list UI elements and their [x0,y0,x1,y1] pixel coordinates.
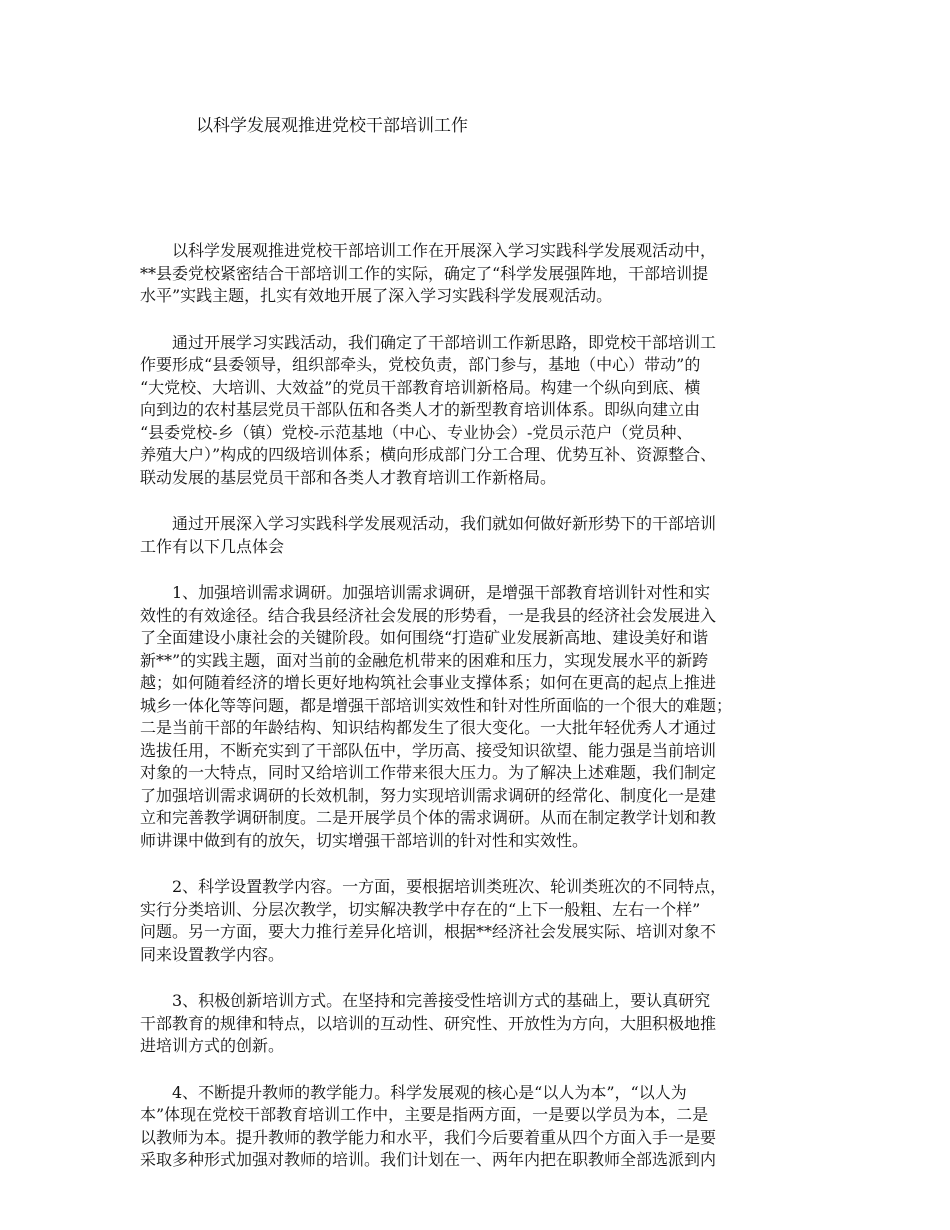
text-line: 问题。另一方面，要大力推行差异化培训，根据**经济社会发展实际、培训对象不 [140,922,717,941]
paragraph-intro [140,240,830,308]
text-line: 选拔任用，不断充实到了干部队伍中，学历高、接受知识欲望、能力强是当前培训 [140,740,717,760]
paragraph-point-3 [140,990,830,1058]
text-line: 城乡一体化等等问题，都是增强干部培训实效性和针对性所面临的一个很大的难题； [140,695,733,715]
text-line: 本”体现在党校干部教育培训工作中，主要是指两方面，一是要以学员为本，二是 [140,1105,709,1124]
text-line: 效性的有效途径。结合我县经济社会发展的形势看，一是我县的经济社会发展进入 [140,605,717,625]
text-line: 新**”的实践主题，面对当前的金融危机带来的困难和压力，实现发展水平的新跨 [140,650,709,670]
paragraph-experience-intro [140,513,830,558]
text-line: 联动发展的基层党员干部和各类人才教育培训工作新格局。 [140,467,557,487]
text-line: 对象的一大特点，同时又给培训工作带来很大压力。为了解决上述难题，我们制定 [140,763,717,782]
text-line: 水平”实践主题，扎实有效地开展了深入学习实践科学发展观活动。 [140,286,613,305]
text-line: 越；如何随着经济的增长更好地构筑社会事业支撑体系；如何在更高的起点上推进 [140,673,717,692]
text-line: 以教师为本。提升教师的教学能力和水平，我们今后要着重从四个方面入手一是要 [140,1127,717,1147]
paragraph-point-2 [140,876,830,966]
text-line: 干部教育的规律和特点，以培训的互动性、研究性、开放性为方向，大胆积极地推 [140,1013,717,1033]
text-line: “县委党校-乡（镇）党校-示范基地（中心、专业协会）-党员示范户（党员种、 [140,422,693,442]
paragraph-new-approach [140,332,830,490]
document-title: 以科学发展观推进党校干部培训工作 [196,116,468,136]
text-line: 立和完善教学调研制度。二是开展学员个体的需求调研。从而在制定教学计划和教 [140,808,717,827]
text-line: 同来设置教学内容。 [140,944,285,964]
text-line: 通过开展学习实践活动，我们确定了干部培训工作新思路，即党校干部培训工 [140,332,717,352]
text-line: 了加强培训需求调研的长效机制，努力实现培训需求调研的经常化、制度化一是建 [140,785,717,805]
text-line: 工作有以下几点体会 [140,536,285,556]
text-line: 师讲课中做到有的放矢，切实增强干部培训的针对性和实效性。 [140,830,589,850]
text-line: 向到边的农村基层党员干部队伍和各类人才的新型教育培训体系。即纵向建立由 [140,400,701,419]
paragraph-point-4 [140,1082,830,1172]
text-line: **县委党校紧密结合干部培训工作的实际，确定了“科学发展强阵地，干部培训提 [140,263,709,283]
text-line: 采取多种形式加强对教师的培训。我们计划在一、两年内把在职教师全部选派到内 [140,1150,717,1169]
paragraph-point-1 [140,582,830,852]
text-line: 2、科学设置教学内容。一方面，要根据培训类班次、轮训类班次的不同特点， [140,877,727,896]
text-line: 1、加强培训需求调研。加强培训需求调研，是增强干部教育培训针对性和实 [140,583,711,602]
text-line: 作要形成“县委领导，组织部牵头，党校负责，部门参与，基地（中心）带动”的 [140,355,701,374]
text-line: 通过开展深入学习实践科学发展观活动，我们就如何做好新形势下的干部培训 [140,514,717,533]
text-line: 3、积极创新培训方式。在坚持和完善接受性培训方式的基础上，要认真研究 [140,991,711,1010]
text-line: 以科学发展观推进党校干部培训工作在开展深入学习实践科学发展观活动中， [140,241,717,260]
text-line: 4、不断提升教师的教学能力。科学发展观的核心是“以人为本”，“以人为 [140,1082,687,1102]
text-line: 养殖大户）”构成的四级培训体系；横向形成部门分工合理、优势互补、资源整合、 [140,445,717,464]
text-line: “大党校、大培训、大效益”的党员干部教育培训新格局。构建一个纵向到底、横 [140,377,701,397]
text-line: 了全面建设小康社会的关键阶段。如何围绕“打造矿业发展新高地、建设美好和谐 [140,628,709,647]
document-body [140,240,830,1196]
text-line: 实行分类培训、分层次教学，切实解决教学中存在的“上下一般粗、左右一个样” [140,899,701,919]
text-line: 二是当前干部的年龄结构、知识结构都发生了很大变化。一大批年轻优秀人才通过 [140,718,717,737]
text-line: 进培训方式的创新。 [140,1036,285,1055]
